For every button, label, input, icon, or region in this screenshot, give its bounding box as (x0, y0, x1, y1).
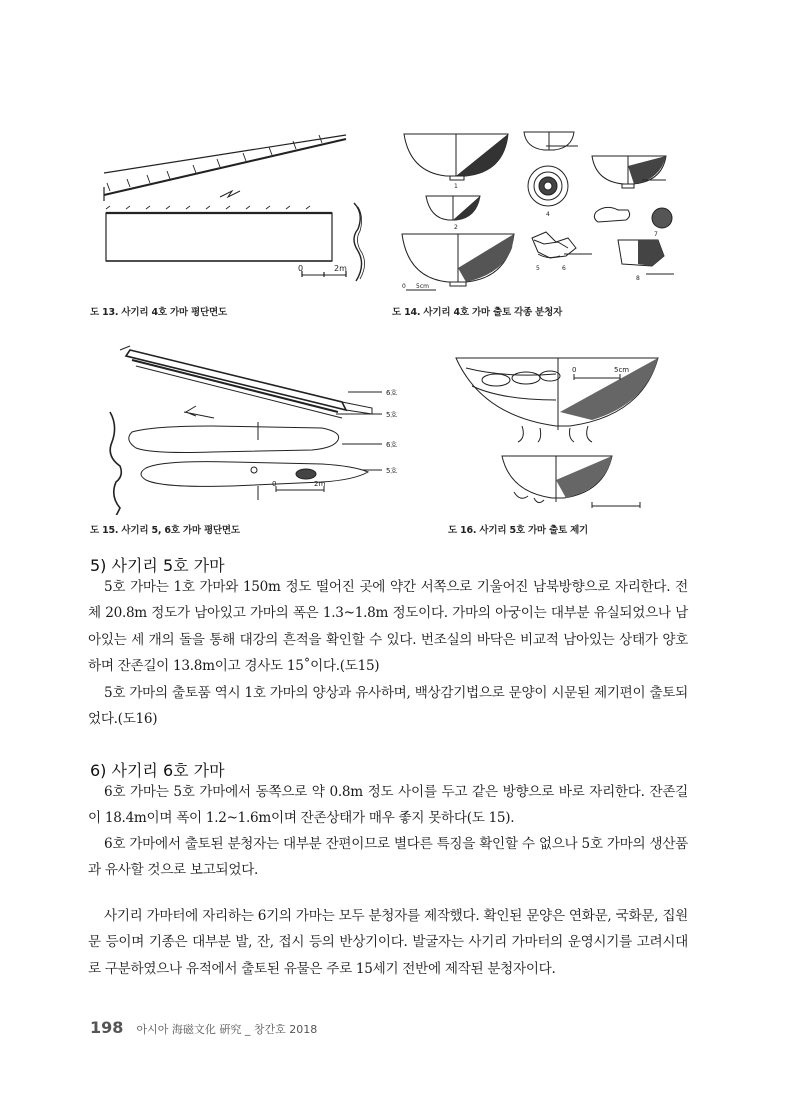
section-6-paragraph-1: 6호 가마는 5호 가마에서 동쪽으로 약 0.8m 정도 사이를 두고 같은 방향으로 바로 자리한다. 잔존길이 18.4m이며 폭이 1.2~1.6m이며 잔존상태가 매우 좋지 못하다(도 15). (88, 784, 688, 827)
fig16-scale-zero: 0 (572, 366, 577, 374)
fig14-num-5: 5 (536, 265, 540, 272)
fig13-scale-label: 2m (334, 264, 347, 273)
page-number: 198 (90, 1018, 124, 1037)
section-5-paragraph-1: 5호 가마는 1호 가마와 150m 정도 떨어진 곳에 약간 서쪽으로 기울어진 남북방향으로 자리한다. 전체 20.8m 정도가 남아있고 가마의 폭은 1.3~1.8m 정도이다. 가마의 아궁이는 대부분 유실되었으나 남아있는 세 개의 돌을 통해 대강의 흔적을 확인할 수 있다. 번조실의 바닥은 비교적 남아있는 상태가 양호하며 잔존길이 13.8m이고 경사도 15˚이다.(도15) (88, 579, 688, 675)
page-footer (90, 1018, 317, 1037)
figure-13-caption: 도 13. 사기리 4호 가마 평단면도 (90, 307, 227, 318)
fig16-scale-label: 5cm (614, 366, 630, 374)
figure-14-drawing (396, 122, 686, 297)
journal-title: 아시아 海磁文化 硏究 _ 창간호 2018 (136, 1023, 318, 1036)
figure-13-drawing (96, 125, 386, 290)
fig15-scale-zero: 0 (272, 480, 277, 488)
fig15-label-5ho-top: 5호 (386, 411, 398, 419)
figure-16-drawing (452, 352, 664, 517)
section-6-heading: 6) 사기리 6호 가마 (90, 761, 225, 780)
figure-16-caption: 도 16. 사기리 5호 가마 출토 제기 (448, 525, 589, 536)
fig15-label-5ho-bottom: 5호 (386, 467, 398, 475)
fig14-num-7: 7 (654, 231, 658, 238)
figure-14-caption: 도 14. 사기리 4호 가마 출토 각종 분청자 (392, 307, 563, 318)
fig14-num-1: 1 (454, 183, 458, 190)
fig15-label-6ho-bottom: 6호 (386, 441, 398, 449)
section-5-heading: 5) 사기리 5호 가마 (90, 556, 225, 575)
fig14-num-8: 8 (636, 275, 640, 282)
fig13-scale-zero: 0 (298, 264, 304, 273)
fig15-label-6ho-top: 6호 (386, 389, 398, 397)
section-5-paragraph-2: 5호 가마의 출토품 역시 1호 가마의 양상과 유사하며, 백상감기법으로 문양이 시문된 제기편이 출토되었다.(도16) (88, 685, 688, 728)
fig14-num-2: 2 (454, 224, 458, 231)
section-6-paragraph-2: 6호 가마에서 출토된 분청자는 대부분 잔편이므로 별다른 특징을 확인할 수 없으나 5호 가마의 생산품과 유사할 것으로 보고되었다. (88, 836, 688, 879)
fig14-num-4: 4 (546, 211, 550, 218)
fig14-scale-zero: 0 (402, 283, 406, 290)
fig15-scale-label: 2m (314, 480, 326, 488)
figure-15-caption: 도 15. 사기리 5, 6호 가마 평단면도 (90, 525, 240, 536)
figure-15-drawing (92, 340, 412, 515)
fig14-num-6: 6 (562, 265, 566, 272)
summary-paragraph: 사기리 가마터에 자리하는 6기의 가마는 모두 분청자를 제작했다. 확인된 문양은 연화문, 국화문, 집원문 등이며 기종은 대부분 발, 잔, 접시 등의 반상기이다. 발굴자는 사기리 가마터의 운영시기를 고려시대로 구분하였으나 유적에서 출토된 유물은 주로 15세기 전반에 제작된 분청자이다. (88, 908, 688, 977)
fig14-scale-label: 5cm (416, 283, 429, 290)
